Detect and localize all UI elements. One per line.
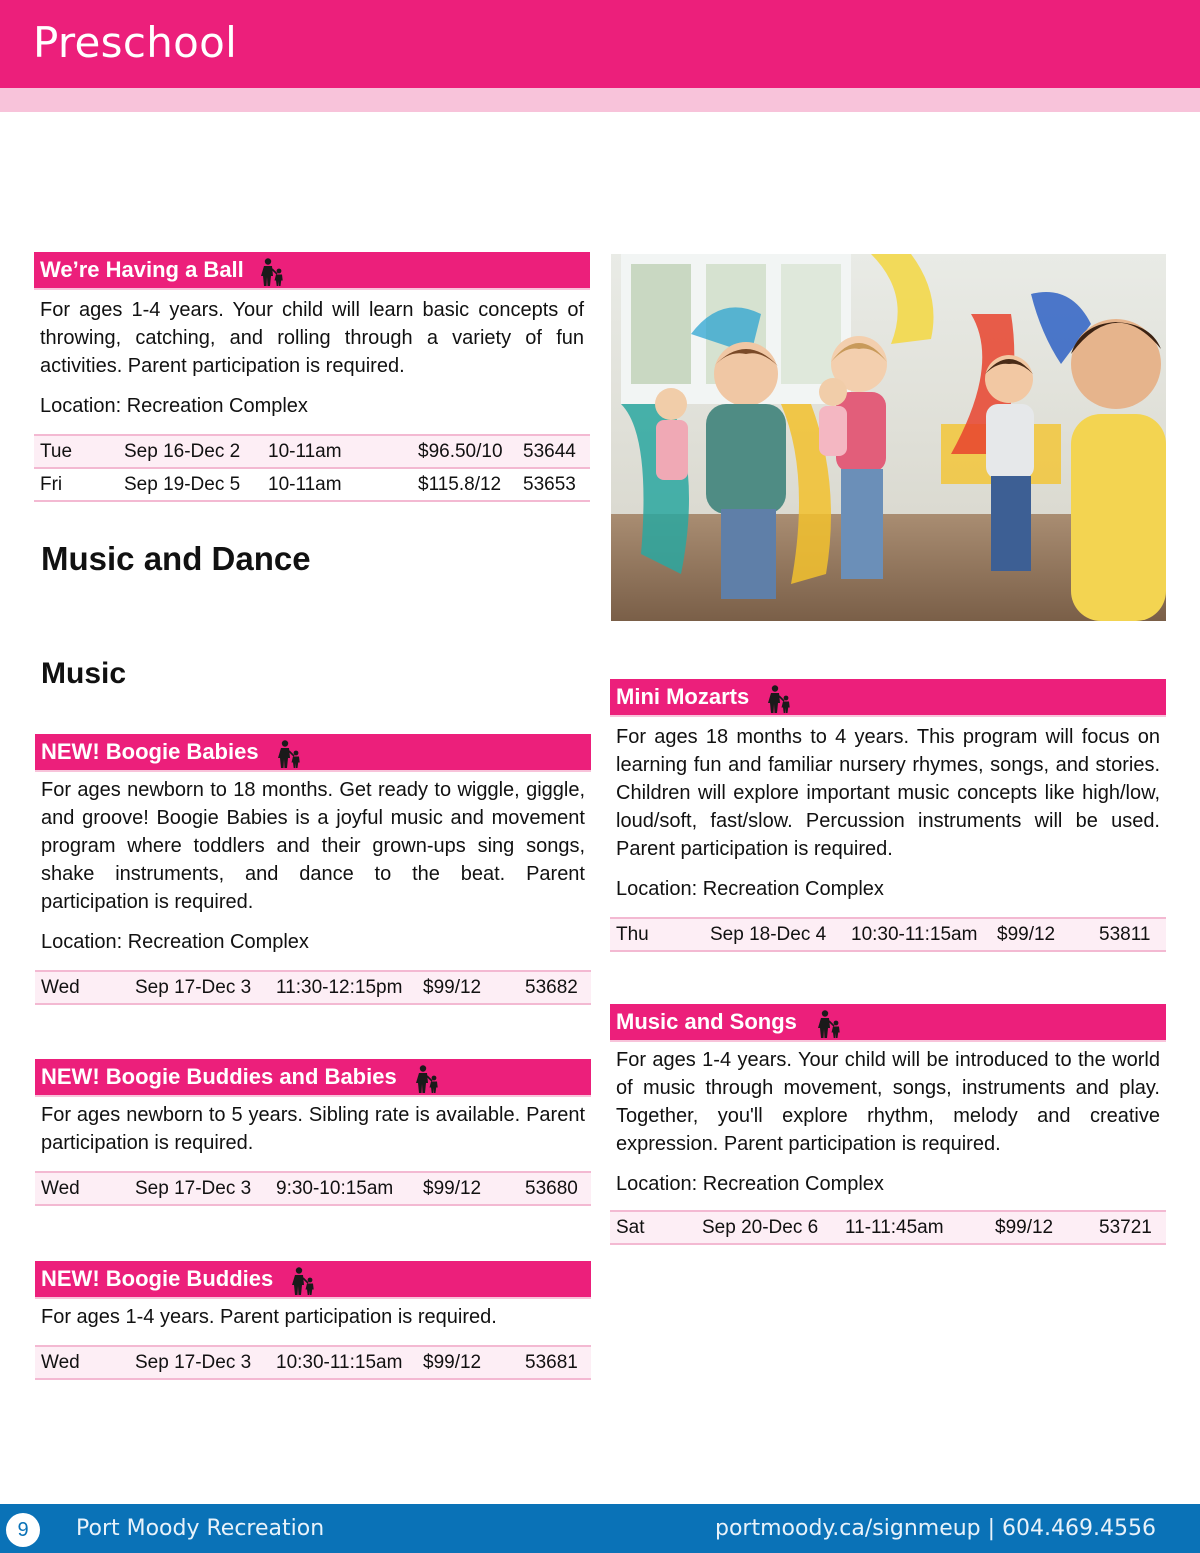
program-buddies <box>35 1261 591 1380</box>
code-cell[interactable]: 53653 <box>523 474 576 495</box>
day-cell: Tue <box>40 441 73 462</box>
schedule-table <box>35 970 591 1005</box>
code-cell[interactable]: 53680 <box>525 1178 578 1199</box>
program-boogie-babies <box>35 734 591 1005</box>
program-description: For ages 1-4 years. Your child will learn basic concepts of throwing, catching, and rolling through a variety of fun activities. Parent participation is required. <box>40 299 584 377</box>
program-title: We’re Having a Ball <box>40 257 244 282</box>
dates-cell: Sep 19-Dec 5 <box>124 474 241 495</box>
program-description: For ages 1-4 years. Your child will be introduced to the world of music through movement, songs, instruments and play. Together, you'll explore rhythm, melody and creative expression. Parent participation is required. <box>616 1049 1160 1155</box>
parent-child-icon <box>289 1266 319 1296</box>
dates-cell: Sep 16-Dec 2 <box>124 441 241 462</box>
schedule-table <box>610 917 1166 952</box>
dates-cell: Sep 20-Dec 6 <box>702 1217 819 1238</box>
page-title: Preschool <box>33 18 238 67</box>
price-cell: $99/12 <box>423 977 482 998</box>
program-title-bar <box>35 734 591 772</box>
program-location: Location: Recreation Complex <box>616 1173 884 1195</box>
program-location: Location: Recreation Complex <box>616 878 884 900</box>
program-description: For ages newborn to 5 years. Sibling rate is available. Parent participation is required. <box>41 1104 585 1154</box>
schedule-table <box>35 1345 591 1380</box>
time-cell: 10:30-11:15am <box>276 1352 403 1373</box>
table-row <box>610 919 1166 952</box>
day-cell: Thu <box>616 924 649 945</box>
program-title-bar <box>610 679 1166 717</box>
table-row <box>35 1347 591 1380</box>
program-location: Location: Recreation Complex <box>41 931 309 953</box>
code-cell[interactable]: 53811 <box>1099 924 1151 945</box>
program-title-bar <box>35 1261 591 1299</box>
schedule-table <box>35 1171 591 1206</box>
day-cell: Fri <box>40 474 63 495</box>
parent-child-icon <box>413 1064 443 1094</box>
footer-org-name: Port Moody Recreation <box>76 1516 325 1541</box>
parent-child-icon <box>275 739 305 769</box>
dates-cell: Sep 17-Dec 3 <box>135 977 252 998</box>
table-row <box>34 436 590 469</box>
program-location: Location: Recreation Complex <box>40 395 308 417</box>
page-header <box>0 0 1200 88</box>
time-cell: 11:30-12:15pm <box>276 977 403 998</box>
page-footer <box>0 1504 1200 1553</box>
parent-child-icon <box>258 257 288 287</box>
parent-child-icon <box>765 684 795 714</box>
code-cell[interactable]: 53681 <box>525 1352 578 1373</box>
program-title: NEW! Boogie Buddies and Babies <box>41 1064 397 1089</box>
price-cell: $115.8/12 <box>418 474 502 495</box>
time-cell: 10:30-11:15am <box>851 924 978 945</box>
schedule-table <box>610 1210 1166 1245</box>
program-description: For ages 1-4 years. Parent participation is required. <box>41 1306 497 1328</box>
table-row <box>34 469 590 502</box>
price-cell: $96.50/10 <box>418 441 503 462</box>
program-description: For ages 18 months to 4 years. This program will focus on learning fun and familiar nursery rhymes, songs, and stories. Children will explore important music concepts like high/low, loud/soft, fast/slow. Percussion instruments will be used. Parent participation is required. <box>616 726 1160 860</box>
program-ball <box>34 252 590 502</box>
price-cell: $99/12 <box>423 1352 482 1373</box>
code-cell[interactable]: 53721 <box>1099 1217 1152 1238</box>
program-title-bar <box>34 252 590 290</box>
footer-contact-link[interactable]: portmoody.ca/signmeup | 604.469.4556 <box>715 1516 1156 1541</box>
program-title-bar <box>610 1004 1166 1042</box>
day-cell: Sat <box>616 1217 645 1238</box>
dates-cell: Sep 17-Dec 3 <box>135 1352 252 1373</box>
children-dancing-photo <box>611 254 1166 621</box>
program-description: For ages newborn to 18 months. Get ready to wiggle, giggle, and groove! Boogie Babies is a joyful music and movement program where toddlers and their grown-ups sing songs, shake instruments, and dance to the beat. Parent participation is required. <box>41 779 585 913</box>
time-cell: 10-11am <box>268 441 342 462</box>
day-cell: Wed <box>41 977 80 998</box>
day-cell: Wed <box>41 1352 80 1373</box>
table-row <box>35 972 591 1005</box>
parent-child-icon <box>815 1009 845 1039</box>
time-cell: 10-11am <box>268 474 342 495</box>
dates-cell: Sep 18-Dec 4 <box>710 924 827 945</box>
price-cell: $99/12 <box>995 1217 1054 1238</box>
program-title: Mini Mozarts <box>616 684 750 709</box>
program-title-bar <box>35 1059 591 1097</box>
dates-cell: Sep 17-Dec 3 <box>135 1178 252 1199</box>
schedule-table <box>34 434 590 502</box>
code-cell[interactable]: 53682 <box>525 977 578 998</box>
program-title: NEW! Boogie Babies <box>41 739 259 764</box>
page-number: 9 <box>6 1513 40 1547</box>
program-music-and-songs <box>610 1004 1166 1245</box>
time-cell: 11-11:45am <box>845 1217 944 1238</box>
program-title: Music and Songs <box>616 1009 797 1034</box>
program-title: NEW! Boogie Buddies <box>41 1266 274 1291</box>
section-heading: Music and Dance <box>41 540 311 577</box>
time-cell: 9:30-10:15am <box>276 1178 394 1199</box>
table-row <box>610 1212 1166 1245</box>
program-buddies-babies <box>35 1059 591 1206</box>
program-mini-mozarts <box>610 679 1166 952</box>
price-cell: $99/12 <box>423 1178 482 1199</box>
price-cell: $99/12 <box>997 924 1056 945</box>
code-cell[interactable]: 53644 <box>523 441 576 462</box>
header-accent-strip <box>0 88 1200 112</box>
day-cell: Wed <box>41 1178 80 1199</box>
table-row <box>35 1173 591 1206</box>
section-subheading: Music <box>41 657 127 690</box>
